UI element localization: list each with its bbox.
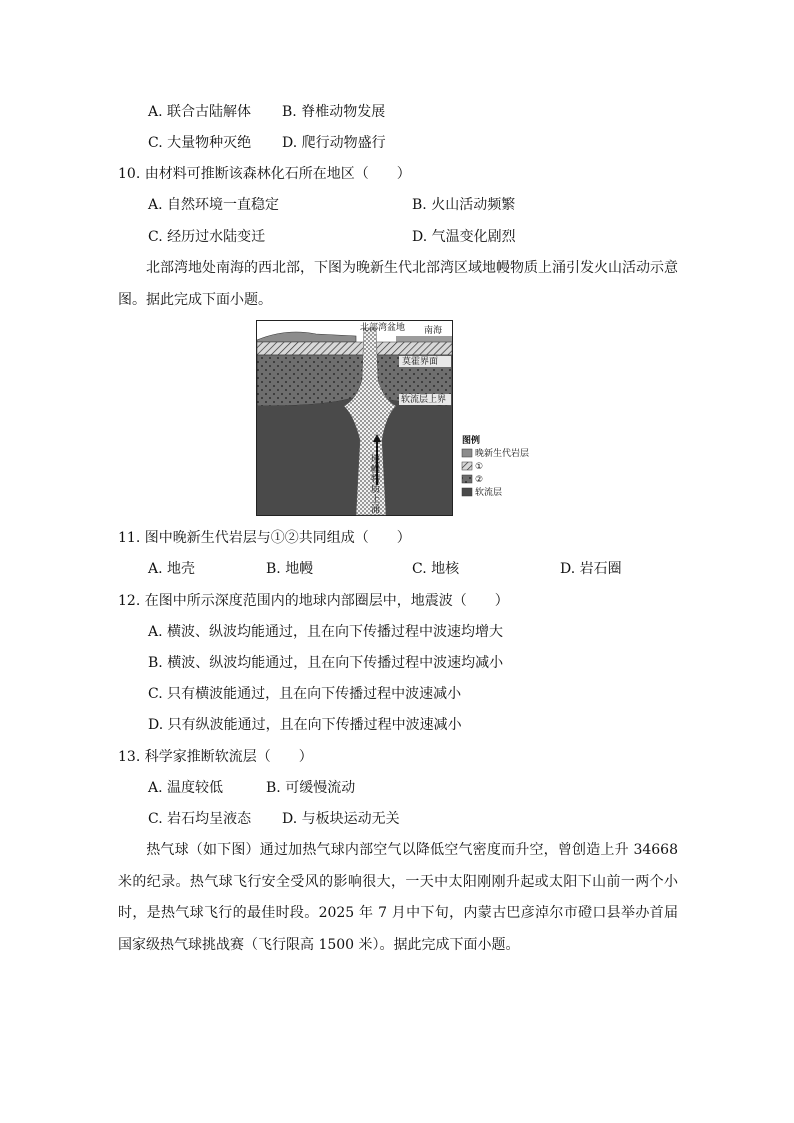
legend-swatch-strata bbox=[462, 449, 472, 457]
q9-option-d: D. 爬行动物盛行 bbox=[282, 135, 386, 151]
q12-option-c: C. 只有横波能通过，且在向下传播过程中波速减小 bbox=[148, 686, 462, 702]
volcano-diagram-svg bbox=[256, 320, 534, 516]
q11-option-d: D. 岩石圈 bbox=[560, 561, 622, 577]
q12-option-d: D. 只有纵波能通过，且在向下传播过程中波速减小 bbox=[148, 717, 462, 733]
q10-option-c: C. 经历过水陆变迁 bbox=[148, 229, 266, 245]
q9-option-c: C. 大量物种灭绝 bbox=[148, 135, 252, 151]
q13-option-b: B. 可缓慢流动 bbox=[266, 780, 356, 796]
q11-option-a: A. 地壳 bbox=[148, 561, 196, 577]
passage-beibu-gulf bbox=[118, 253, 678, 316]
layer-1-hatched bbox=[257, 342, 452, 355]
q10-option-a: A. 自然环境一直稳定 bbox=[148, 197, 280, 213]
legend-swatch-layer1 bbox=[462, 462, 472, 470]
moho-label: 莫霍界面 bbox=[402, 357, 439, 367]
legend-label-layer1: ① bbox=[475, 462, 484, 472]
q12-stem: 12. 在图中所示深度范围内的地球内部圈层中，地震波（ ） bbox=[118, 593, 509, 609]
legend-label-asthenosphere: 软流层 bbox=[475, 488, 503, 498]
q10-option-d: D. 气温变化剧烈 bbox=[412, 229, 516, 245]
basin-label: 北部湾盆地 bbox=[360, 323, 406, 333]
q13-option-a: A. 温度较低 bbox=[148, 780, 224, 796]
asthenosphere-top-label: 软流层上界 bbox=[401, 395, 447, 405]
upwelling-label: 地幔物质上涌 bbox=[369, 454, 379, 514]
sea-label: 南海 bbox=[424, 326, 443, 336]
q9-option-b: B. 脊椎动物发展 bbox=[282, 104, 386, 120]
q13-stem: 13. 科学家推断软流层（ ） bbox=[118, 749, 313, 765]
q10-stem: 10. 由材料可推断该森林化石所在地区（ ） bbox=[118, 166, 411, 182]
passage-beibu-gulf-text: 北部湾地处南海的西北部，下图为晚新生代北部湾区域地幔物质上涌引发火山活动示意图。据此完成下面小题。 bbox=[118, 260, 678, 308]
passage-hot-air-balloon bbox=[118, 835, 678, 961]
q11-option-c: C. 地核 bbox=[412, 561, 460, 577]
legend-label-layer2: ② bbox=[475, 475, 484, 485]
legend-swatch-asthenosphere bbox=[462, 488, 472, 496]
q10-option-b: B. 火山活动频繁 bbox=[412, 197, 516, 213]
q13-option-c: C. 岩石均呈液态 bbox=[148, 811, 252, 827]
q13-option-d: D. 与板块运动无关 bbox=[282, 811, 400, 827]
q12-option-a: A. 横波、纵波均能通过，且在向下传播过程中波速均增大 bbox=[148, 624, 504, 640]
legend-swatch-layer2 bbox=[462, 475, 472, 483]
legend-title: 图例 bbox=[462, 436, 481, 446]
volcano-diagram bbox=[256, 320, 534, 516]
q9-option-a: A. 联合古陆解体 bbox=[148, 104, 252, 120]
q12-option-b: B. 横波、纵波均能通过，且在向下传播过程中波速均减小 bbox=[148, 655, 504, 671]
passage-hot-air-balloon-text: 热气球（如下图）通过加热气球内部空气以降低空气密度而升空，曾创造上升 34668 米的纪录。热气球飞行安全受风的影响很大，一天中太阳刚刚升起或太阳下山前一两个小时，是热气球飞行的最佳时段。2025 年 7 月中下旬，内蒙古巴彦淖尔市磴口县举办首届国家级热气球挑战赛（飞行限高 1500 米）。据此完成下面小题。 bbox=[118, 842, 678, 953]
legend-label-strata: 晚新生代岩层 bbox=[475, 449, 530, 459]
q11-stem: 11. 图中晚新生代岩层与①②共同组成（ ） bbox=[118, 530, 411, 546]
q11-option-b: B. 地幔 bbox=[266, 561, 314, 577]
